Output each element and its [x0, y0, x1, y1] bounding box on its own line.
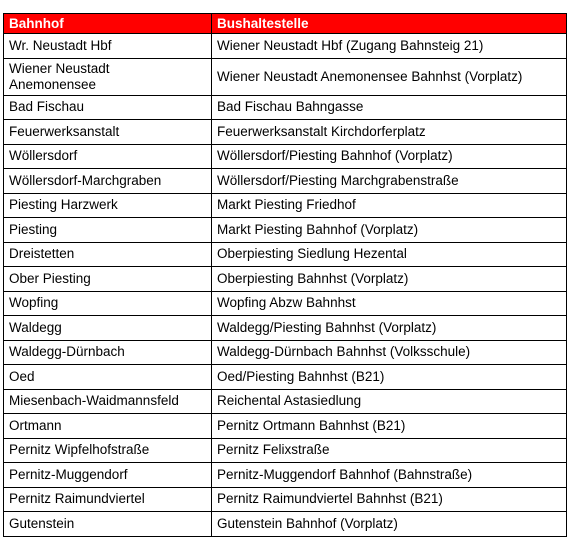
table-row [4, 144, 567, 169]
table-row [4, 512, 567, 537]
station-cell: Feuerwerksanstalt [4, 120, 212, 145]
table-row [4, 291, 567, 316]
table-row [4, 267, 567, 292]
bus-stop-cell: Pernitz Ortmann Bahnhst (B21) [212, 414, 567, 439]
bus-stop-cell: Pernitz Raimundviertel Bahnhst (B21) [212, 487, 567, 512]
station-cell: Wöllersdorf [4, 144, 212, 169]
station-cell: Oed [4, 365, 212, 390]
station-bus-stop-table [3, 13, 567, 537]
bus-stop-cell: Gutenstein Bahnhof (Vorplatz) [212, 512, 567, 537]
table-row [4, 242, 567, 267]
station-cell: Wöllersdorf-Marchgraben [4, 169, 212, 194]
table-row [4, 340, 567, 365]
table-row [4, 34, 567, 59]
station-cell: Miesenbach-Waidmannsfeld [4, 389, 212, 414]
table-row [4, 463, 567, 488]
bus-stop-cell: Oed/Piesting Bahnhst (B21) [212, 365, 567, 390]
bus-stop-cell: Oberpiesting Siedlung Hezental [212, 242, 567, 267]
table-row [4, 169, 567, 194]
table-row [4, 365, 567, 390]
table-row [4, 487, 567, 512]
bus-stop-cell: Oberpiesting Bahnhst (Vorplatz) [212, 267, 567, 292]
table-row [4, 58, 567, 95]
table-row [4, 389, 567, 414]
table-row [4, 438, 567, 463]
table-row [4, 120, 567, 145]
table-row [4, 193, 567, 218]
station-cell: Piesting [4, 218, 212, 243]
header-bushaltestelle: Bushaltestelle [212, 14, 567, 34]
station-cell: Wr. Neustadt Hbf [4, 34, 212, 59]
station-cell: Piesting Harzwerk [4, 193, 212, 218]
table-row [4, 218, 567, 243]
station-cell: Waldegg [4, 316, 212, 341]
bus-stop-cell: Markt Piesting Friedhof [212, 193, 567, 218]
station-cell: Waldegg-Dürnbach [4, 340, 212, 365]
station-cell: Ober Piesting [4, 267, 212, 292]
bus-stop-cell: Waldegg-Dürnbach Bahnhst (Volksschule) [212, 340, 567, 365]
bus-stop-cell: Waldegg/Piesting Bahnhst (Vorplatz) [212, 316, 567, 341]
bus-stop-cell: Wöllersdorf/Piesting Marchgrabenstraße [212, 169, 567, 194]
station-cell: Pernitz Wipfelhofstraße [4, 438, 212, 463]
station-cell: Bad Fischau [4, 95, 212, 120]
station-cell: Gutenstein [4, 512, 212, 537]
header-bahnhof: Bahnhof [4, 14, 212, 34]
bus-stop-cell: Markt Piesting Bahnhof (Vorplatz) [212, 218, 567, 243]
station-cell: Pernitz-Muggendorf [4, 463, 212, 488]
table-row [4, 414, 567, 439]
bus-stop-cell: Feuerwerksanstalt Kirchdorferplatz [212, 120, 567, 145]
bus-stop-cell: Wöllersdorf/Piesting Bahnhof (Vorplatz) [212, 144, 567, 169]
table-row [4, 316, 567, 341]
table-row [4, 95, 567, 120]
station-cell: Pernitz Raimundviertel [4, 487, 212, 512]
bus-stop-cell: Wiener Neustadt Hbf (Zugang Bahnsteig 21) [212, 34, 567, 59]
bus-stop-cell: Pernitz Felixstraße [212, 438, 567, 463]
table-header-row [4, 14, 567, 34]
station-cell: Ortmann [4, 414, 212, 439]
station-cell: Wopfing [4, 291, 212, 316]
station-cell: Dreistetten [4, 242, 212, 267]
bus-stop-cell: Bad Fischau Bahngasse [212, 95, 567, 120]
bus-stop-cell: Wopfing Abzw Bahnhst [212, 291, 567, 316]
station-cell: Wiener Neustadt Anemonensee [4, 58, 212, 95]
bus-stop-cell: Reichental Astasiedlung [212, 389, 567, 414]
bus-stop-cell: Wiener Neustadt Anemonensee Bahnhst (Vorplatz) [212, 58, 567, 95]
bus-stop-cell: Pernitz-Muggendorf Bahnhof (Bahnstraße) [212, 463, 567, 488]
